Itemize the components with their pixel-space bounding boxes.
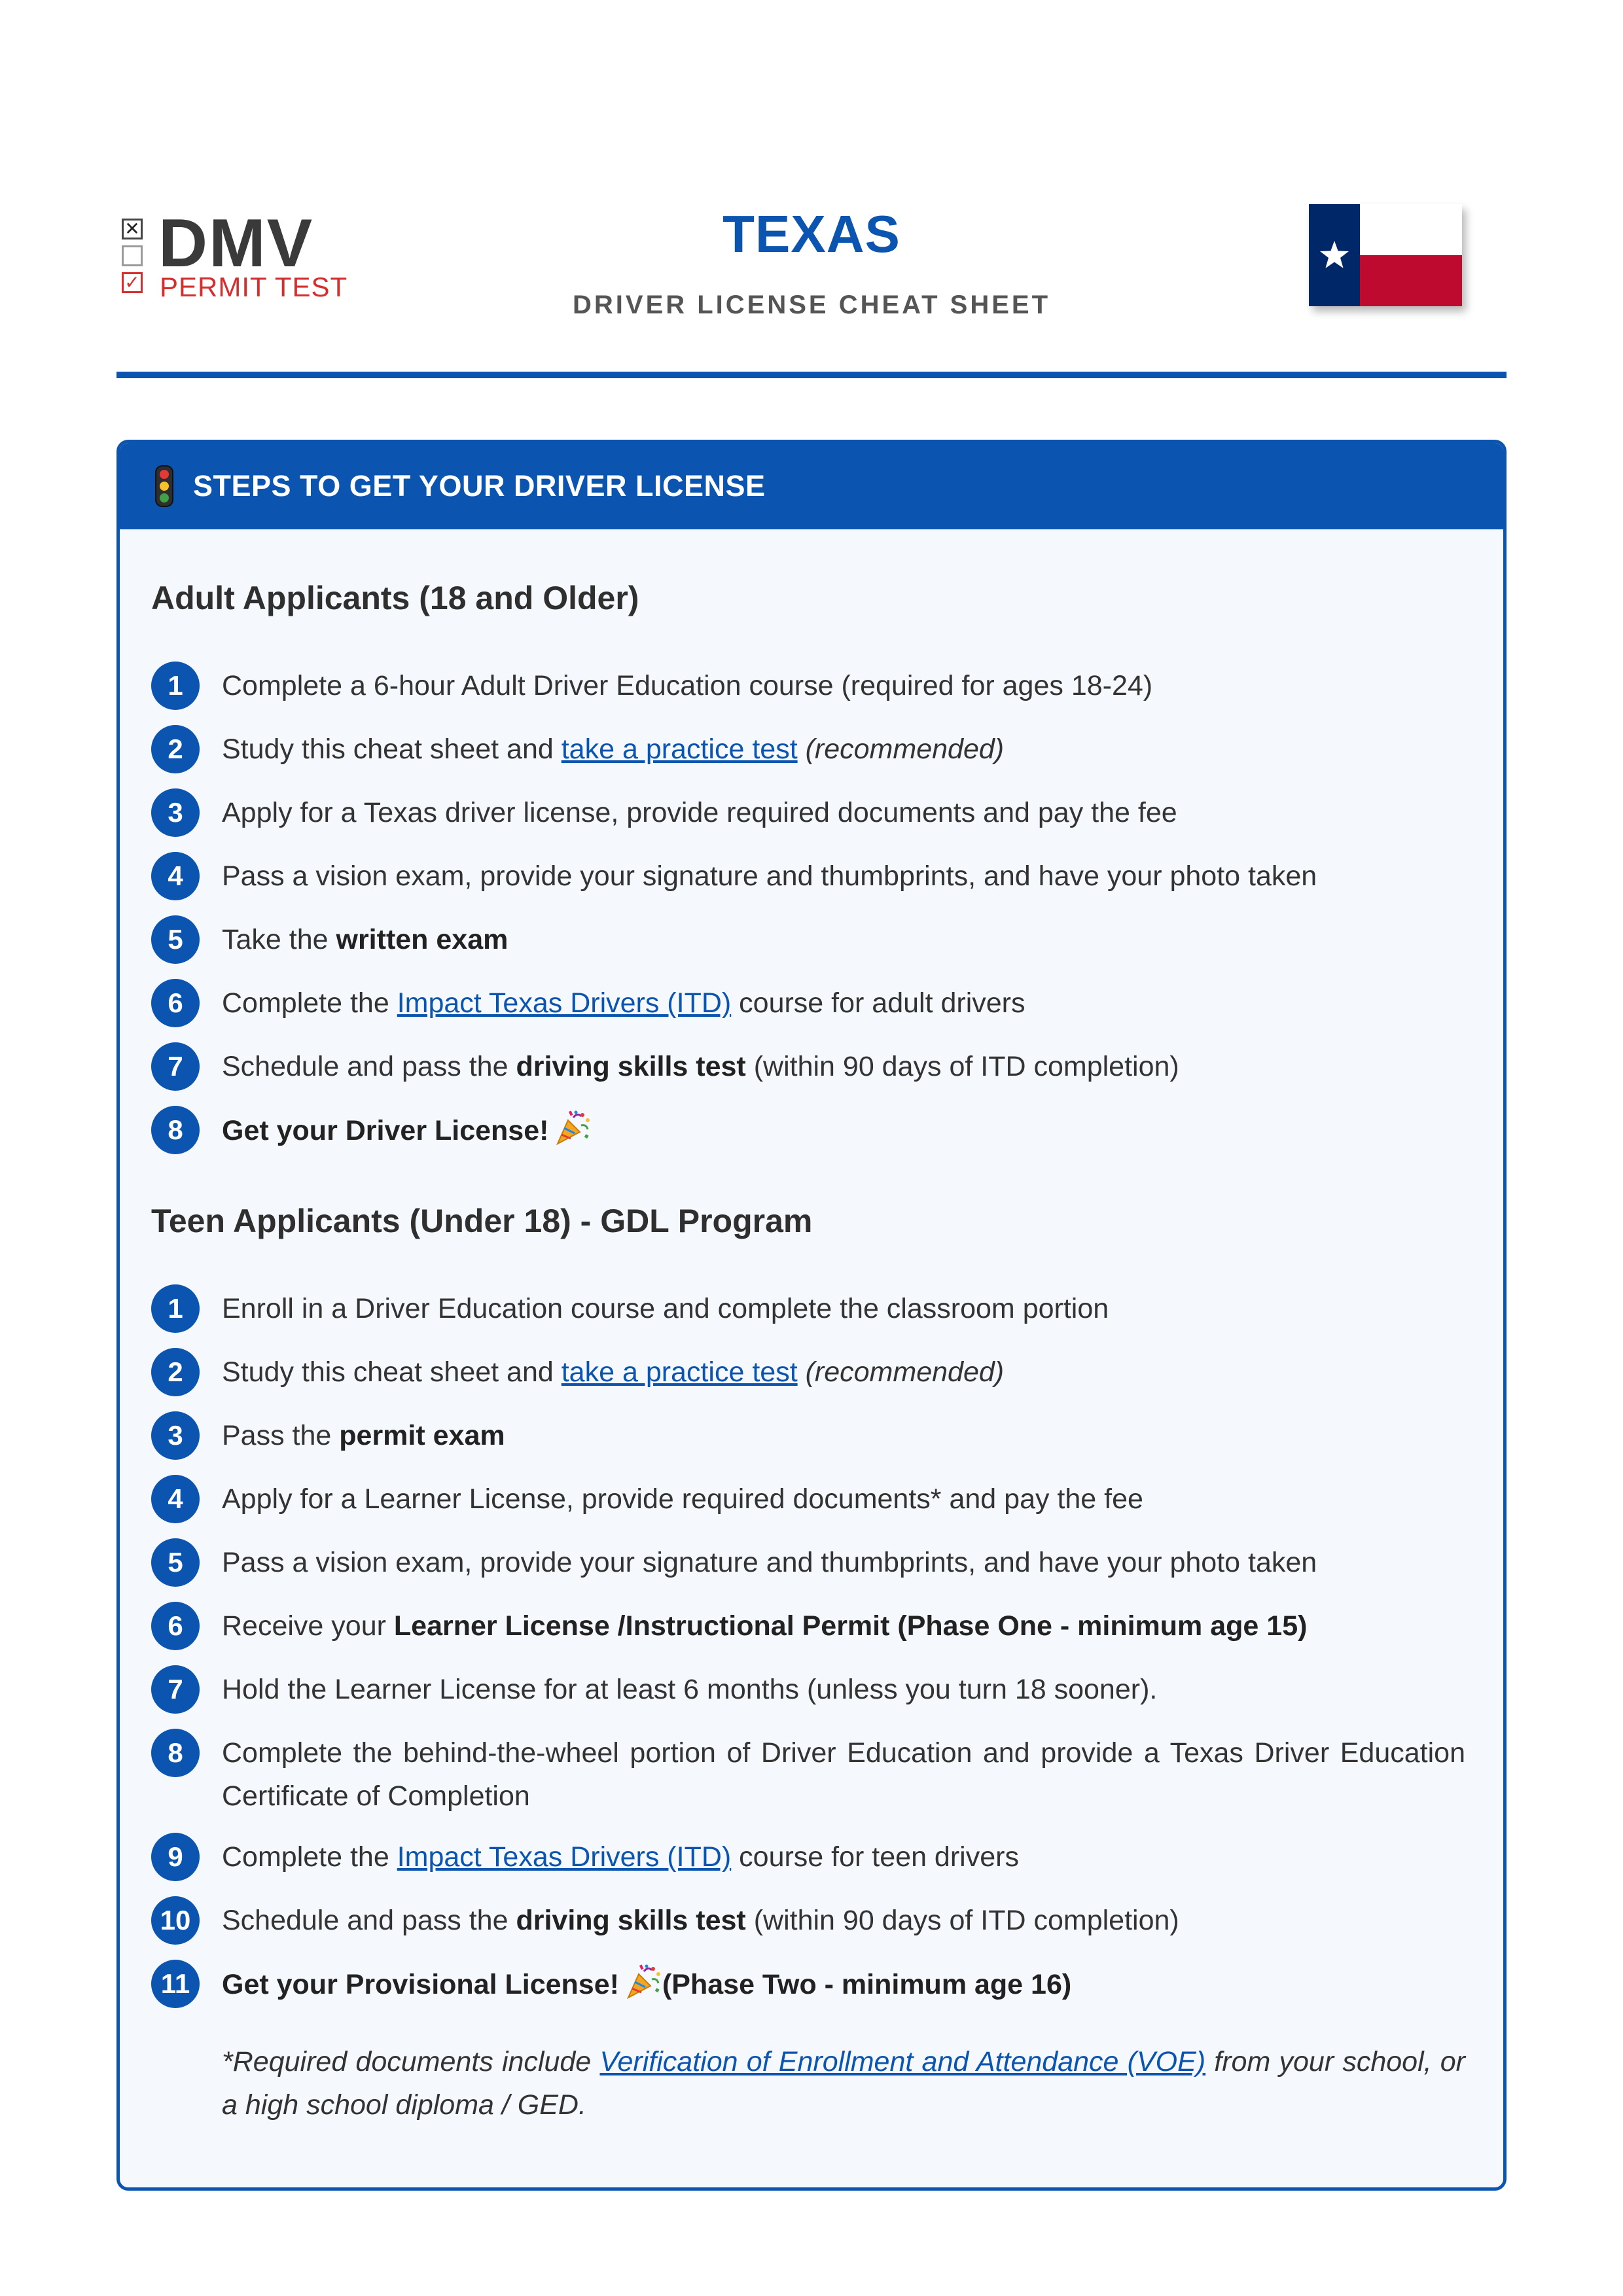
step-text [222, 979, 1026, 1025]
party-popper-icon [624, 1962, 662, 2000]
step-text-segment: Pass a vision exam, provide your signature and thumbprints, and have your photo taken [222, 860, 1317, 892]
step-text [222, 1833, 1019, 1879]
step-text-segment: Complete the [222, 1841, 397, 1873]
step-text-segment: Enroll in a Driver Education course and complete the classroom portion [222, 1293, 1109, 1324]
adult-section-title: Adult Applicants (18 and Older) [151, 580, 639, 616]
step-link[interactable]: Impact Texas Drivers (ITD) [397, 987, 732, 1019]
step-number-badge: 1 [151, 662, 200, 710]
step-number-badge: 10 [151, 1896, 200, 1945]
step-text-bold: Learner License /Instructional Permit (Phase One - minimum age 15) [393, 1610, 1308, 1642]
step-number-badge: 9 [151, 1833, 200, 1881]
step-number-badge: 5 [151, 915, 200, 964]
step-text-segment: Receive your [222, 1610, 394, 1642]
teen-step-5 [151, 1538, 1465, 1587]
step-text-segment: Hold the Learner License for at least 6 months (unless you turn 18 sooner). [222, 1674, 1158, 1705]
teen-step-10 [151, 1896, 1465, 1945]
teen-steps-list [151, 1284, 1465, 2023]
logo-tagline: PERMIT TEST [160, 272, 348, 302]
step-number-badge: 7 [151, 1665, 200, 1714]
step-text-segment: Take the [222, 924, 336, 955]
step-text [222, 1475, 1143, 1521]
voe-link[interactable]: Verification of Enrollment and Attendance (VOE) [599, 2046, 1206, 2077]
step-number-badge: 8 [151, 1106, 200, 1154]
steps-card [116, 440, 1507, 2191]
step-number-badge: 7 [151, 1042, 200, 1091]
step-number-badge: 3 [151, 788, 200, 837]
step-number-badge: 8 [151, 1729, 200, 1777]
step-link[interactable]: take a practice test [561, 733, 798, 765]
step-link[interactable]: take a practice test [561, 1356, 798, 1388]
teen-step-2 [151, 1348, 1465, 1396]
step-number-badge: 2 [151, 1348, 200, 1396]
teen-step-1 [151, 1284, 1465, 1333]
teen-step-8 [151, 1729, 1465, 1818]
step-text-segment: Schedule and pass the [222, 1905, 516, 1936]
teen-step-9 [151, 1833, 1465, 1881]
step-text-bold: driving skills test [516, 1051, 746, 1082]
step-text-segment: Pass the [222, 1420, 340, 1451]
step-text-segment: Schedule and pass the [222, 1051, 516, 1082]
step-text [222, 1729, 1465, 1818]
flag-red-stripe [1360, 255, 1462, 306]
teen-step-11 [151, 1960, 1465, 2008]
header-divider [116, 372, 1507, 378]
step-text-bold: (Phase Two - minimum age 16) [662, 1969, 1072, 2000]
step-text-segment: Study this cheat sheet and [222, 1356, 562, 1388]
step-text [222, 725, 1004, 771]
card-title: STEPS TO GET YOUR DRIVER LICENSE [193, 469, 766, 503]
step-text [222, 1411, 505, 1457]
step-text [222, 788, 1177, 834]
step-text-italic: (recommended) [805, 733, 1005, 765]
step-number-badge: 4 [151, 852, 200, 900]
step-text [222, 915, 508, 961]
step-text [222, 1538, 1317, 1584]
teen-step-4 [151, 1475, 1465, 1523]
adult-step-4 [151, 852, 1465, 900]
step-text-segment: Complete the behind-the-wheel portion of Driver Education and provide a Texas Driver Education Certificate of Completion [222, 1737, 1465, 1812]
adult-step-3 [151, 788, 1465, 837]
step-text-segment: Apply for a Texas driver license, provide required documents and pay the fee [222, 797, 1177, 828]
adult-step-5 [151, 915, 1465, 964]
step-text [222, 1042, 1179, 1088]
step-text-bold: driving skills test [516, 1905, 746, 1936]
step-text-segment: Complete the [222, 987, 397, 1019]
step-text-bold: permit exam [339, 1420, 505, 1451]
step-link[interactable]: Impact Texas Drivers (ITD) [397, 1841, 732, 1873]
logo-check-box: ✓ [122, 272, 143, 293]
logo-brand: DMV [158, 205, 314, 281]
step-text [222, 1284, 1109, 1330]
step-text-bold: Get your Driver License! [222, 1115, 549, 1146]
step-text-segment: (within 90 days of ITD completion) [745, 1051, 1179, 1082]
adult-step-2 [151, 725, 1465, 773]
footnote-text-post: from your school, or a high school diploma / GED. [222, 2046, 1466, 2121]
card-header [120, 443, 1503, 529]
step-number-badge: 6 [151, 1602, 200, 1650]
step-text-segment [798, 1356, 806, 1388]
step-text-bold: written exam [336, 924, 508, 955]
teen-section-title: Teen Applicants (Under 18) - GDL Program [151, 1203, 813, 1239]
step-text [222, 662, 1152, 707]
adult-step-8 [151, 1106, 1465, 1154]
step-text-bold: Get your Provisional License! [222, 1969, 619, 2000]
step-text-segment: Pass a vision exam, provide your signature and thumbprints, and have your photo taken [222, 1547, 1317, 1578]
page-title: TEXAS [722, 205, 901, 263]
required-documents-footnote [222, 2040, 1465, 2127]
logo-x-box: ✕ [122, 219, 143, 239]
step-text-segment: course for teen drivers [731, 1841, 1019, 1873]
step-text [222, 1665, 1157, 1711]
step-number-badge: 1 [151, 1284, 200, 1333]
step-number-badge: 11 [151, 1960, 200, 2008]
step-text-segment: (within 90 days of ITD completion) [745, 1905, 1179, 1936]
step-text-segment [798, 733, 806, 765]
step-text [222, 1348, 1004, 1394]
step-text-italic: (recommended) [805, 1356, 1005, 1388]
step-text [222, 1960, 1071, 2006]
teen-step-6 [151, 1602, 1465, 1650]
adult-step-7 [151, 1042, 1465, 1091]
step-text-segment: Complete a 6-hour Adult Driver Education course (required for ages 18-24) [222, 670, 1153, 701]
traffic-light-icon [155, 465, 173, 507]
texas-flag-icon [1309, 204, 1462, 306]
step-text [222, 1602, 1307, 1648]
teen-step-7 [151, 1665, 1465, 1714]
adult-steps-list [151, 662, 1465, 1169]
adult-step-1 [151, 662, 1465, 710]
step-text [222, 1896, 1179, 1942]
step-text-segment: course for adult drivers [731, 987, 1026, 1019]
step-number-badge: 6 [151, 979, 200, 1027]
step-text [222, 852, 1317, 898]
step-text-segment: Study this cheat sheet and [222, 733, 562, 765]
teen-step-3 [151, 1411, 1465, 1460]
step-number-badge: 5 [151, 1538, 200, 1587]
step-number-badge: 3 [151, 1411, 200, 1460]
step-number-badge: 4 [151, 1475, 200, 1523]
step-text-segment: Apply for a Learner License, provide required documents* and pay the fee [222, 1483, 1143, 1515]
footnote-text-pre: *Required documents include [222, 2046, 600, 2077]
adult-step-6 [151, 979, 1465, 1027]
step-text [222, 1106, 592, 1152]
page-subtitle: DRIVER LICENSE CHEAT SHEET [573, 291, 1050, 319]
party-popper-icon [554, 1108, 592, 1146]
step-number-badge: 2 [151, 725, 200, 773]
